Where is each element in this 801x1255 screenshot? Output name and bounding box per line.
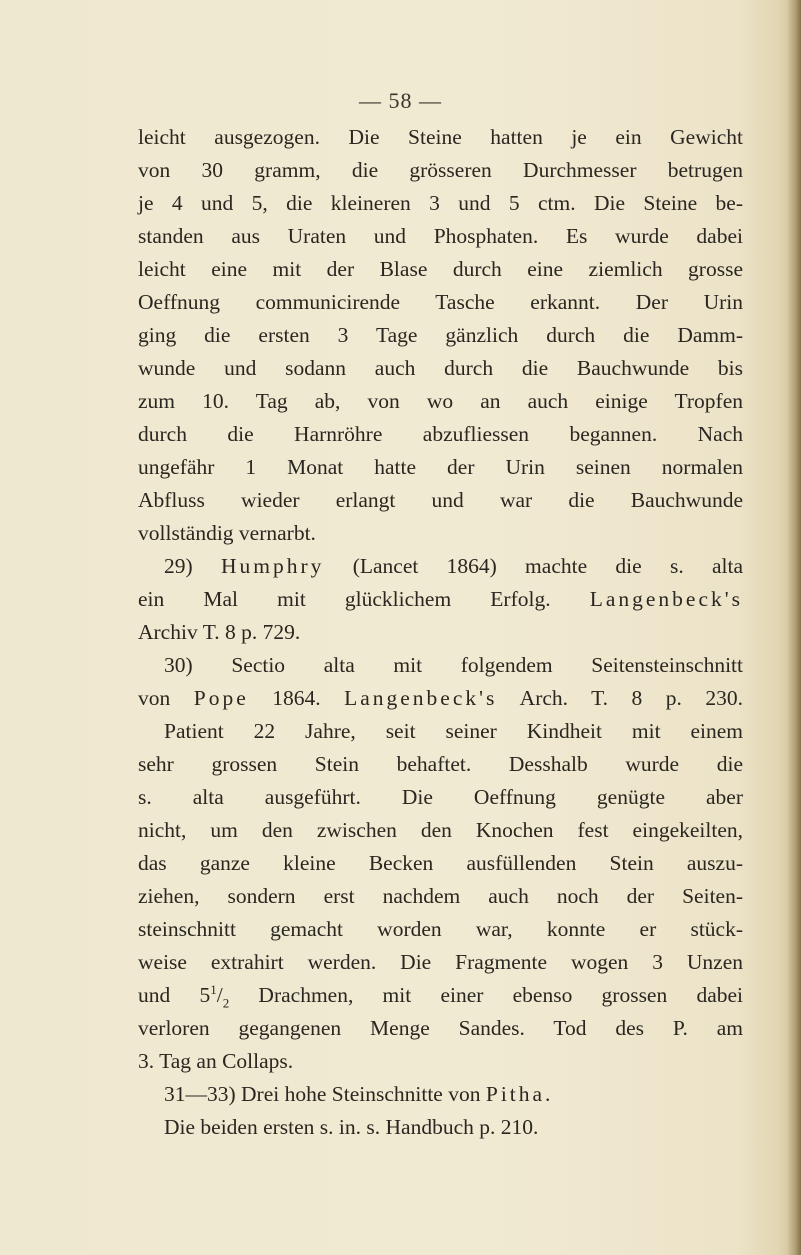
text-line: je 4 und 5, die kleineren 3 und 5 ctm. Die Steine be- — [138, 191, 743, 215]
paragraph-29-line: Archiv T. 8 p. 729. — [138, 620, 301, 644]
paragraph-29-line — [138, 550, 743, 583]
paragraph-29-line — [138, 583, 743, 616]
fraction-slash: / — [216, 983, 223, 1007]
text-line: leicht eine mit der Blase durch eine ziemlich grosse — [138, 257, 743, 281]
author-name: Pope — [193, 686, 249, 710]
author-name: Humphry — [220, 554, 325, 578]
text-line: Abfluss wieder erlangt und war die Bauchwunde — [138, 488, 743, 512]
text-fragment: ein Mal mit glücklichem Erfolg. — [138, 587, 551, 611]
text-line: standen aus Uraten und Phosphaten. Es wurde dabei — [138, 224, 743, 248]
body-text — [138, 121, 743, 1144]
text-line: ging die ersten 3 Tage gänzlich durch die Damm- — [138, 323, 743, 347]
text-line: sehr grossen Stein behaftet. Desshalb wurde die — [138, 752, 743, 776]
text-line: vollständig vernarbt. — [138, 521, 316, 545]
text-fragment: (Lancet 1864) machte die s. alta — [352, 554, 744, 578]
text-line: ungefähr 1 Monat hatte der Urin seinen normalen — [138, 455, 743, 479]
text-fragment: 31—33) Drei hohe Steinschnitte von — [164, 1082, 481, 1106]
author-name: Pitha. — [485, 1082, 554, 1106]
text-line: durch die Harnröhre abzufliessen begannen. Nach — [138, 422, 743, 446]
fraction-numerator: 1 — [210, 981, 217, 997]
text-fragment: und 5 — [138, 983, 211, 1007]
text-line: 3. Tag an Collaps. — [138, 1049, 294, 1073]
author-name: Langenbeck's — [344, 686, 498, 710]
text-line: ziehen, sondern erst nachdem auch noch der Seiten- — [138, 884, 743, 908]
paragraph-31-line — [138, 1078, 743, 1111]
text-line: wunde und sodann auch durch die Bauchwunde bis — [138, 356, 743, 380]
text-line: steinschnitt gemacht worden war, konnte er stück- — [138, 917, 743, 941]
text-fragment: Drachmen, mit einer ebenso grossen dabei — [258, 983, 744, 1007]
page-edge-shadow — [787, 0, 801, 1255]
text-line: Patient 22 Jahre, seit seiner Kindheit mit einem — [164, 719, 743, 743]
text-line: verloren gegangenen Menge Sandes. Tod des P. am — [138, 1016, 743, 1040]
paragraph-30-line: 30) Sectio alta mit folgendem Seitensteinschnitt — [164, 653, 743, 677]
text-line: weise extrahirt werden. Die Fragmente wogen 3 Unzen — [138, 950, 743, 974]
text-line: nicht, um den zwischen den Knochen fest eingekeilten, — [138, 818, 743, 842]
text-line: von 30 gramm, die grösseren Durchmesser betrugen — [138, 158, 743, 182]
paragraph-31-line: Die beiden ersten s. in. s. Handbuch p. 210. — [164, 1115, 539, 1139]
text-fragment: von — [138, 686, 171, 710]
author-name: Langenbeck's — [589, 587, 743, 611]
text-line: das ganze kleine Becken ausfüllenden Stein auszu- — [138, 851, 743, 875]
text-fragment: 1864. — [272, 686, 321, 710]
paragraph-30-line — [138, 682, 743, 715]
page-number: — 58 — — [359, 88, 442, 113]
text-line: zum 10. Tag ab, von wo an auch einige Tropfen — [138, 389, 743, 413]
text-line: leicht ausgezogen. Die Steine hatten je ein Gewicht — [138, 125, 743, 149]
fraction-denominator: 2 — [222, 995, 230, 1011]
text-fragment: Arch. T. 8 p. 230. — [519, 686, 743, 710]
paragraph-number: 29) — [164, 554, 193, 578]
text-line: Oeffnung communicirende Tasche erkannt. Der Urin — [138, 290, 743, 314]
text-line — [138, 979, 743, 1012]
text-line: s. alta ausgeführt. Die Oeffnung genügte aber — [138, 785, 743, 809]
